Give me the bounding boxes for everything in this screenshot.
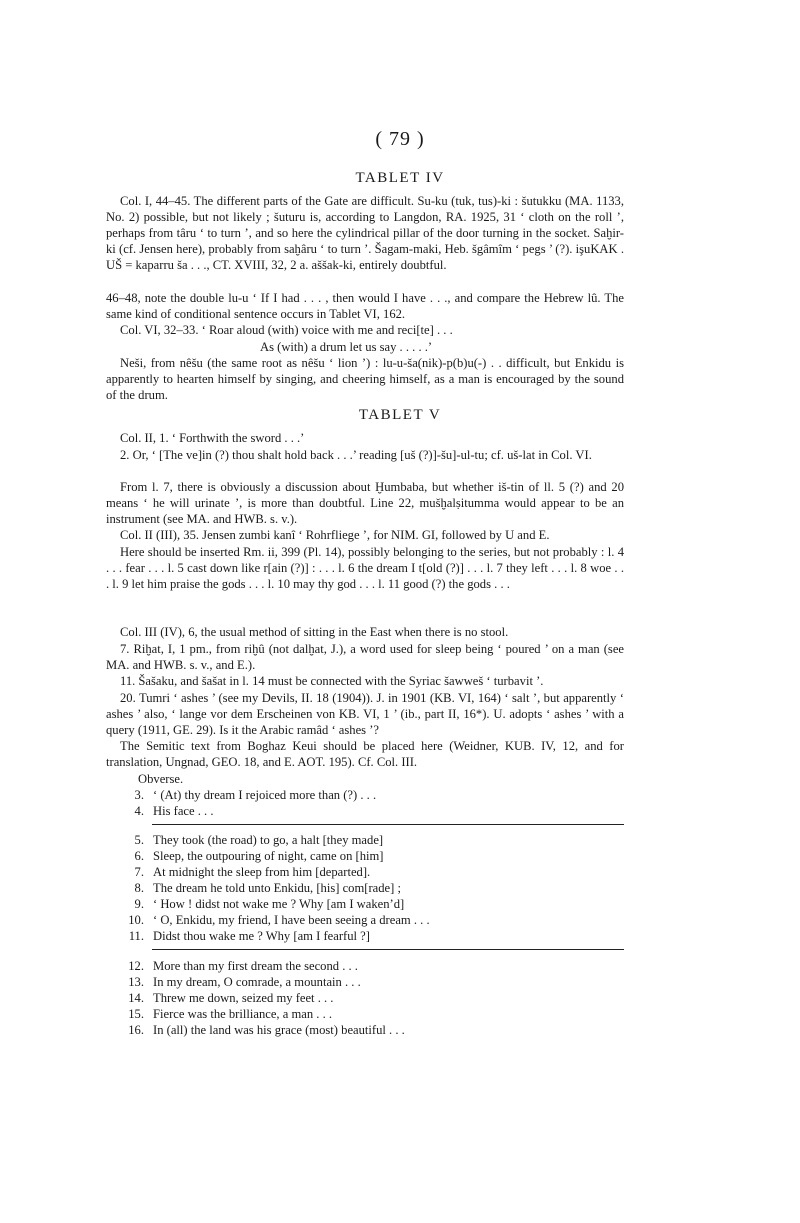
- verse-line: 14. Threw me down, seized my feet . . .: [128, 991, 334, 1005]
- verse-line: 3. ‘ (At) thy dream I rejoiced more than (?) . . .: [134, 788, 377, 802]
- paragraph: Neši, from nêšu (the same root as nêšu ‘ lion ’) : lu-u-ša(nik)-p(b)u(-) . . difficult, but Enkidu is apparently to hearten himself by singing, and cheering himself, as a man is encouraged by the sound of the drum.: [106, 356, 624, 403]
- paragraph: From l. 7, there is obviously a discussion about Ḫumbaba, but whether iš-tin of ll. 5 (?) and 20 means ‘ he will urinate ’, is more than doubtful. Line 22, mušḫalṣitumma would appear to be an instrument (see MA. and HWB. s. v.).: [106, 480, 624, 527]
- paragraph: Col. III (IV), 6, the usual method of sitting in the East when there is no stool.: [120, 625, 509, 639]
- verse-line: 15. Fierce was the brilliance, a man . . .: [128, 1007, 333, 1021]
- verse-line: 4. His face . . .: [134, 804, 214, 818]
- paragraph: 2. Or, ‘ [The ve]in (?) thou shalt hold back . . .’ reading [uš (?)]-šu]-ul-tu; cf. uš-lat in Col. VI.: [120, 448, 592, 462]
- paragraph: Col. II, 1. ‘ Forthwith the sword . . .’: [120, 431, 305, 445]
- verse-line: 16. In (all) the land was his grace (most) beautiful . . .: [128, 1023, 405, 1037]
- verse-line: 9. ‘ How ! didst not wake me ? Why [am I waken’d]: [134, 897, 405, 911]
- paragraph: Col. VI, 32–33. ‘ Roar aloud (with) voice with me and reci[te] . . .: [120, 323, 453, 337]
- verse-line: 11. Didst thou wake me ? Why [am I fearful ?]: [128, 929, 370, 943]
- paragraph: As (with) a drum let us say . . . . .’: [260, 340, 433, 354]
- page-number: ( 79 ): [375, 128, 425, 150]
- section-divider: [152, 949, 624, 950]
- paragraph: 20. Tumri ‘ ashes ’ (see my Devils, II. 18 (1904)). J. in 1901 (KB. VI, 164) ‘ salt ’, but apparently ‘ ashes ’ also, ‘ lange vor dem Erscheinen von KB. VI, 1 ’ (ib., part II, 16*). U. adopts ‘ ashes ’ with a query (1911, GE. 29). Is it the Arabic ramâd ‘ ashes ’?: [106, 691, 624, 738]
- paragraph: Here should be inserted Rm. ii, 399 (Pl. 14), possibly belonging to the series, but not probably : l. 4 . . . fear . . . l. 5 cast down like r[ain (?)] : . . . l. 6 the dream I t[old (?)] . . . l. 7 they left . . . l. 8 woe . . . l. 9 let him praise the gods . . . l. 10 may thy god . . . l. 11 good (?) the gods . . .: [106, 545, 624, 592]
- verse-line: 6. Sleep, the outpouring of night, came on [him]: [134, 849, 384, 863]
- paragraph: 7. Riḫat, I, 1 pm., from riḫû (not dalḫat, J.), a word used for sleep being ‘ poured ’ on a man (see MA. and HWB. s. v., and E.).: [106, 642, 624, 673]
- verse-line: 13. In my dream, O comrade, a mountain . . .: [128, 975, 361, 989]
- section-heading-tablet-v: TABLET V: [358, 407, 442, 423]
- verse-line: 12. More than my first dream the second . . .: [128, 959, 358, 973]
- verse-line: 10. ‘ O, Enkidu, my friend, I have been seeing a dream . . .: [128, 913, 430, 927]
- obverse-label: Obverse.: [138, 772, 184, 786]
- section-heading-tablet-iv: TABLET IV: [355, 170, 445, 186]
- paragraph: Col. I, 44–45. The different parts of the Gate are difficult. Su-ku (tuk, tus)-ki : šutukku (MA. 1133, No. 2) possible, but not likely ; šuturu is, according to Langdon, RA. 1925, 31 ‘ cloth on the roll ’, perhaps from târu ‘ to turn ’, and so here the cylindrical pillar of the door turning in the socket. Saḫir-ki (cf. Jensen here), probably from saḫâru ‘ to turn ’. Šagam-maki, Heb. šgâmîm ‘ pegs ’ (?). işuKAK . UŠ = kaparru ša . . ., CT. XVIII, 32, 2 a. aššak-ki, entirely doubtful.: [106, 194, 624, 273]
- paragraph: The Semitic text from Boghaz Keui should be placed here (Weidner, KUB. IV, 12, and for translation, Ungnad, GEO. 18, and E. AOT. 195). Cf. Col. III.: [106, 739, 624, 770]
- verse-line: 5. They took (the road) to go, a halt [they made]: [134, 833, 384, 847]
- section-divider: [152, 824, 624, 825]
- verse-line: 8. The dream he told unto Enkidu, [his] com[rade] ;: [134, 881, 401, 895]
- verse-line: 7. At midnight the sleep from him [departed].: [134, 865, 371, 879]
- paragraph: 46–48, note the double lu-u ‘ If I had . . . , then would I have . . ., and compare the Hebrew lû. The same kind of conditional sentence occurs in Tablet VI, 162.: [106, 291, 624, 322]
- paragraph: Col. II (III), 35. Jensen zumbi kanî ‘ Rohrfliege ’, for NIM. GI, followed by U and E.: [120, 528, 550, 542]
- paragraph: 11. Šašaku, and šašat in l. 14 must be connected with the Syriac šawweš ‘ turbavit ’.: [120, 674, 544, 688]
